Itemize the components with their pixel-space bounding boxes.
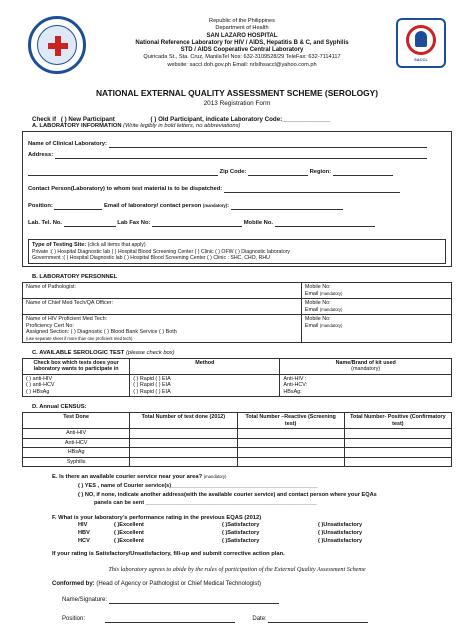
method-header: Method — [130, 358, 280, 374]
census-table — [22, 412, 452, 467]
name-signature-row: Name/Signature: — [62, 597, 452, 604]
section-a-box — [22, 131, 452, 267]
proficient-cell[interactable]: Name of HIV Proficient Med Tech: Proficiency Cert No: Assigned Section: ( ) Diagnostic ( ) Blood Bank Service ( ) Both (use separate sheet if more than one proficient med tech) — [23, 315, 302, 342]
pathologist-cell[interactable]: Name of Pathologist: — [23, 283, 302, 299]
hospital-name: SAN LAZARO HOSPITAL — [206, 32, 278, 39]
chief-contact-cell[interactable]: Mobile No: Email (mandatory) — [301, 299, 451, 315]
kit-header: Name/Brand of kit used (mandatory) — [280, 358, 452, 374]
address-field-2[interactable] — [28, 170, 218, 176]
proficient-contact-cell[interactable]: Mobile No: Email (mandatory) — [301, 315, 451, 342]
participant-check: Check if ( ) New Participant ( ) Old Participant, indicate Laboratory Code:______________ — [32, 115, 331, 123]
hospital-seal-logo — [28, 16, 86, 74]
letterhead — [22, 18, 452, 70]
position-field[interactable] — [54, 204, 102, 210]
table-row: HBsAg — [23, 448, 452, 457]
position-sign-field[interactable] — [105, 617, 235, 623]
table-row: Anti-HCV — [23, 438, 452, 447]
agreement-statement: This laboratory agrees to abide by the rules of participation of the External Quality Assessment Scheme — [108, 565, 366, 573]
address-line: Quiricada St., Sta. Cruz, ManilaTel Nos: 632-3109528/29 TeleFax: 632-7114117 — [143, 54, 341, 61]
old-participant-checkbox[interactable]: ( ) Old Participant, indicate Laboratory Code:______________ — [150, 115, 331, 123]
census-header: Total Number- Positive (Confirmatory test) — [344, 413, 451, 429]
region-field[interactable] — [333, 170, 393, 176]
private-site-options[interactable]: Private :( ) Hospital Diagnostic lab ( ) Hospital Blood Screening Center ( ) Clinic ( ) OFW ( ) Diagnostic laboratory — [32, 248, 291, 255]
serologic-test-table — [22, 358, 452, 397]
personnel-table — [22, 282, 452, 342]
government-site-options[interactable]: Government :( ) Hospital Diagnostic lab ( ) Hospital Blood Screening Center ( ) Clinic : SHC, CHO, RHU — [32, 255, 270, 262]
email-field[interactable] — [231, 204, 343, 210]
reference-lab-line: National Reference Laboratory for HIV / AIDS, Hepatitis B & C, and Syphilis — [135, 39, 349, 46]
test-options[interactable]: ( ) anti-HIV ( ) anti-HCV ( ) HBsAg — [23, 374, 130, 396]
kit-fields[interactable]: Anti-HIV : Anti-HCV: HBsAg: — [280, 374, 452, 396]
contact-person-field[interactable] — [224, 187, 400, 193]
letterhead-text — [92, 18, 392, 69]
republic-line: Republic of the Philippines — [209, 18, 275, 24]
address-field[interactable] — [55, 153, 427, 159]
section-c-header: C. AVAILABLE SEROLOGIC TEST (please check box) — [32, 349, 175, 356]
website-line: website: saccl.doh.gov.ph Email: nrlslhsaccl@yahoo.com.ph — [167, 61, 317, 68]
mobile-field[interactable] — [275, 221, 375, 227]
courier-no-option[interactable]: ( ) NO, if none, indicate another address(with the available courier service) and contact person where your EQAs — [78, 491, 377, 498]
saccl-logo: SACCL — [396, 18, 446, 68]
census-header: Test Done — [23, 413, 130, 429]
name-signature-field[interactable] — [109, 598, 279, 604]
corrective-action-note: If your rating is Satisfactory/Unsatisfactory, fill-up and submit corrective action plan. — [52, 551, 285, 558]
tel-fax-row: Lab. Tel. No. Lab Fax No: Mobile No. — [28, 220, 446, 237]
lab-tel-field[interactable] — [64, 221, 116, 227]
table-row: Anti-HIV — [23, 429, 452, 438]
lab-fax-field[interactable] — [152, 221, 242, 227]
department-line: Department of Health — [215, 25, 269, 32]
position-email-row: Position: Email of laboratory/ contact person (mandatory): — [28, 203, 446, 220]
form-title: NATIONAL EXTERNAL QUALITY ASSESSMENT SCHEME (SEROLOGY) — [96, 88, 378, 98]
rating-row: HBV ( )Excellent ( )Satisfactory ( )Unsatisfactory — [78, 530, 363, 537]
census-header: Total Number –Reactive (Screening test) — [237, 413, 344, 429]
testing-site-box: Type of Testing Site: (click all items that apply) Private :( ) Hospital Diagnostic lab ( ) Hospital Blood Screening Center ( ) Clinic ( ) OFW ( ) Diagnostic laboratory Government :( ) Hospital Diagnostic lab ( ) Hospital Blood Screening Center ( ) Clinic : SHC, CHO, RHU — [28, 239, 446, 264]
tests-header: Check box which tests does your laboratory wants to participate in — [23, 358, 130, 374]
conformed-by: Conformed by: (Head of Agency or Pathologist or Chief Medical Technologist) — [52, 581, 261, 588]
chief-cell[interactable]: Name of Chief Med Tech/QA Officer: — [23, 299, 302, 315]
zip-region-row: Zip Code: Region: — [28, 169, 446, 186]
courier-question: E. Is there an available courier service near your area? (mandatory) — [52, 474, 227, 480]
section-d-header: D. Annual CENSUS: — [32, 404, 87, 411]
section-a-header: A. LABORATORY INFORMATION (Write legibly in bold letters, no abbreviations) — [32, 123, 241, 130]
section-b-header: B. LABORATORY PERSONNEL — [32, 274, 118, 281]
courier-yes-option[interactable]: ( ) YES , name of Courier service(s)_______________________________________________ — [78, 482, 318, 489]
table-row: Syphilis — [23, 457, 452, 466]
form-subtitle: 2013 Registration Form — [203, 100, 271, 108]
courier-no-option-2[interactable]: panels can be sent _______________________________________________________ — [94, 500, 317, 507]
method-options[interactable]: ( ) Rapid ( ) EIA ( ) Rapid ( ) EIA ( ) Rapid ( ) EIA — [130, 374, 280, 396]
central-lab-line: STD / AIDS Cooperative Central Laboratory — [180, 47, 304, 54]
rating-row: HIV ( )Excellent ( )Satisfactory ( )Unsatisfactory — [78, 522, 363, 529]
contact-row: Contact Person(Laboratory) to whom test material is to be dispatched: — [28, 186, 446, 203]
new-participant-checkbox[interactable]: ( ) New Participant — [60, 115, 115, 123]
position-date-row: Position: Date: — [62, 616, 452, 623]
date-field[interactable] — [268, 617, 368, 623]
performance-question: F. What is your laboratory’s performance rating in the previous EQAS (2012) — [52, 515, 262, 522]
zip-field[interactable] — [248, 170, 308, 176]
pathologist-contact-cell[interactable]: Mobile No: Email (mandatory) — [301, 283, 451, 299]
rating-row: HCV ( )Excellent ( )Satisfactory ( )Unsatisfactory — [78, 538, 363, 545]
lab-name-field[interactable] — [109, 142, 427, 148]
performance-ratings — [78, 522, 452, 546]
census-header: Total Number of test done (2012) — [130, 413, 237, 429]
lab-name-row: Name of Clinical Laboratory: — [28, 135, 446, 152]
address-row: Address: — [28, 152, 446, 169]
